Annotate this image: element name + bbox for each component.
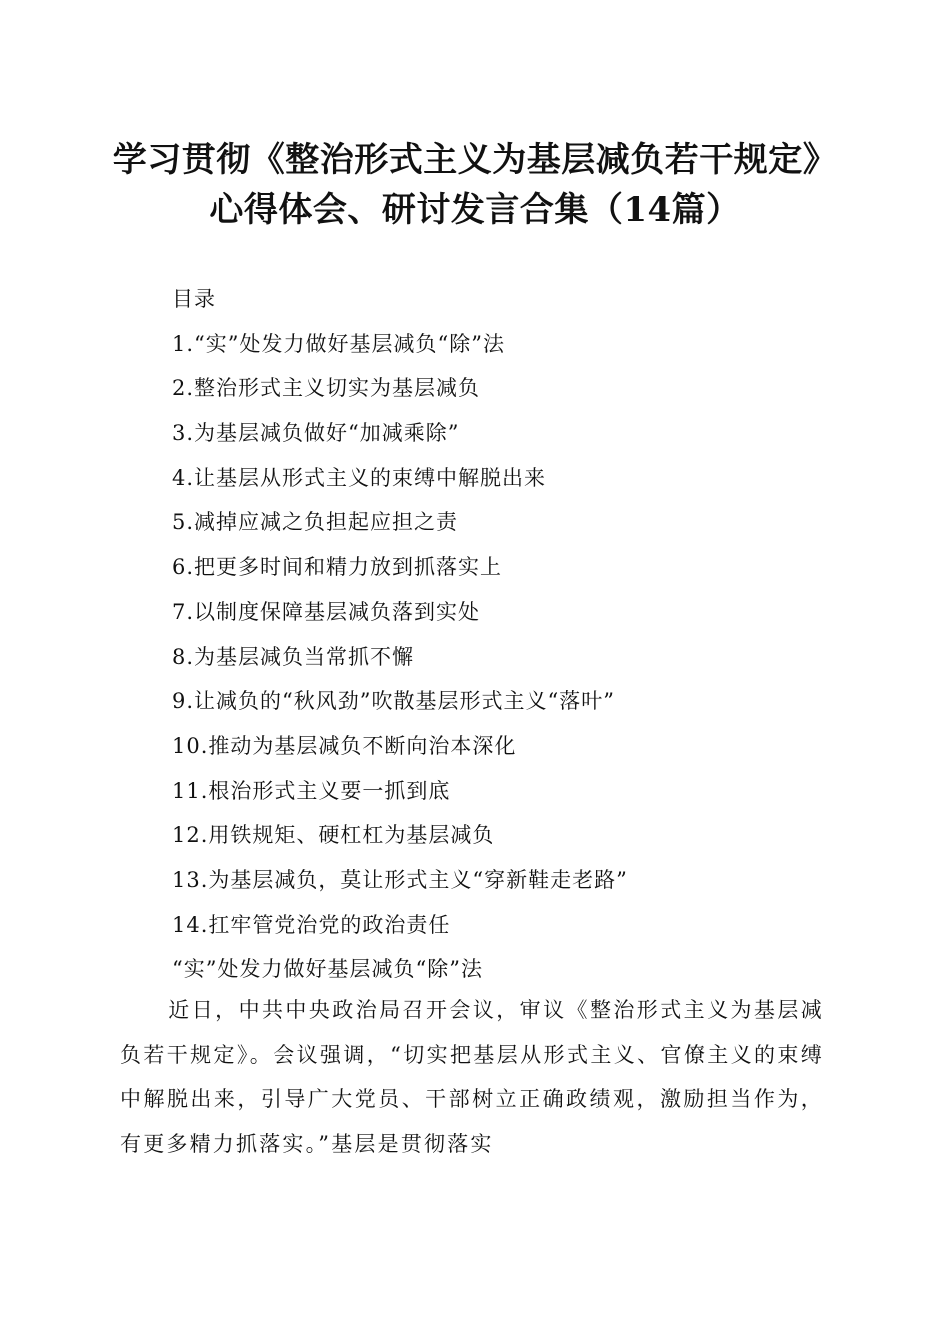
- toc-heading: 目录: [172, 287, 216, 311]
- table-of-contents: [172, 277, 852, 992]
- document-title: 学习贯彻《整治形式主义为基层减负若干规定》心得体会、研讨发言合集（14篇）: [112, 140, 838, 230]
- toc-item: 6.把更多时间和精力放到抓落实上: [172, 555, 503, 580]
- toc-item: 2.整治形式主义切实为基层减负: [172, 376, 481, 401]
- body-text: [120, 988, 824, 1167]
- toc-item: 10.推动为基层减负不断向治本深化: [172, 733, 517, 758]
- toc-item: 14.扛牢管党治党的政治责任: [172, 912, 451, 937]
- toc-item: 4.让基层从形式主义的束缚中解脱出来: [172, 465, 547, 490]
- toc-item: 1.“实”处发力做好基层减负“除”法: [172, 331, 505, 356]
- toc-item: 12.用铁规矩、硬杠杠为基层减负: [172, 823, 495, 848]
- toc-item: 13.为基层减负，莫让形式主义“穿新鞋走老路”: [172, 867, 628, 892]
- toc-item: 3.为基层减负做好“加减乘除”: [172, 421, 460, 446]
- section-heading: “实”处发力做好基层减负“除”法: [172, 957, 483, 982]
- body-paragraph: 近日，中共中央政治局召开会议，审议《整治形式主义为基层减负若干规定》。会议强调，“切实把基层从形式主义、官僚主义的束缚中解脱出来，引导广大党员、干部树立正确政绩观，激励担当作为，有更多精力抓落实。”基层是贯彻落实: [120, 998, 824, 1157]
- toc-item: 7.以制度保障基层减负落到实处: [172, 599, 481, 624]
- toc-item: 11.根治形式主义要一抓到底: [172, 778, 451, 803]
- toc-item: 5.减掉应减之负担起应担之责: [172, 510, 459, 535]
- toc-item: 8.为基层减负当常抓不懈: [172, 644, 415, 669]
- toc-item: 9.让减负的“秋风劲”吹散基层形式主义“落叶”: [172, 689, 615, 714]
